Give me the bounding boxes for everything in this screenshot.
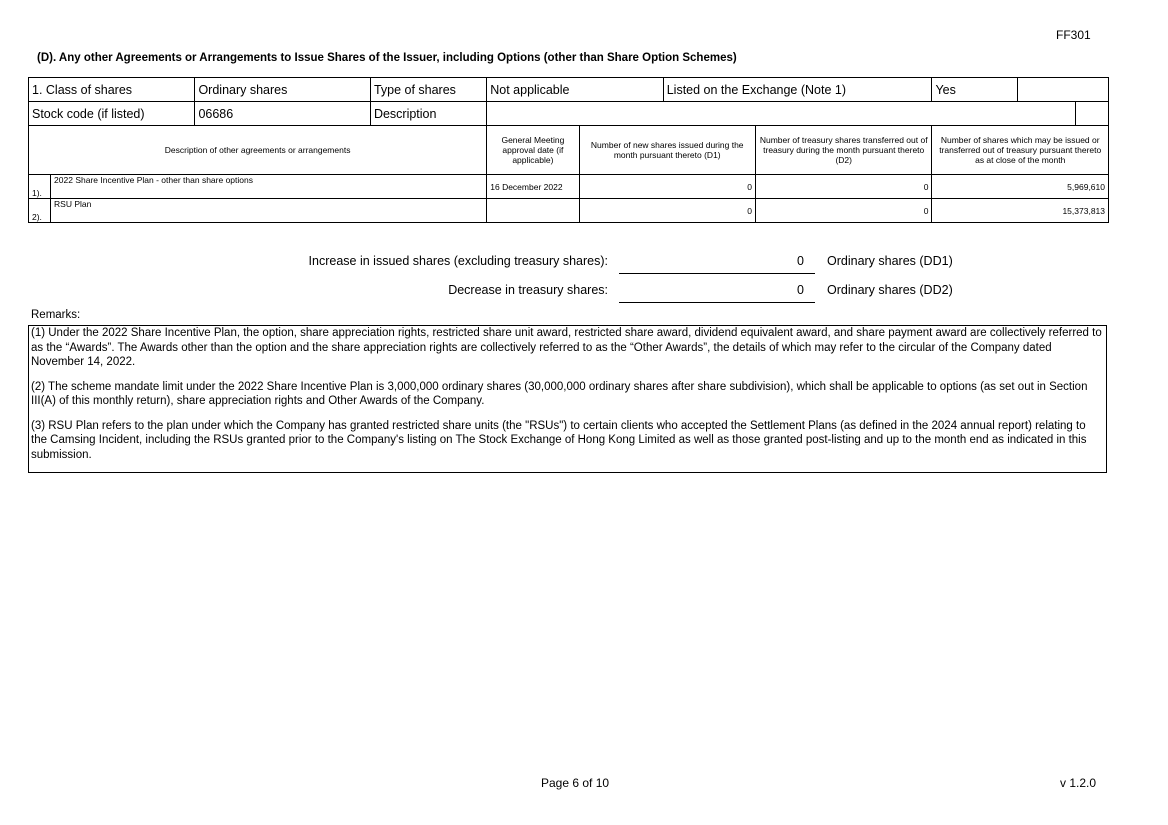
row-description: 2022 Share Incentive Plan - other than share options: [51, 175, 487, 199]
row-new-shares: 0: [579, 199, 755, 223]
remarks-label: Remarks:: [31, 309, 81, 321]
row-index: 1).: [29, 175, 51, 199]
remark-paragraph: (1) Under the 2022 Share Incentive Plan, the option, share appreciation rights, restricted share unit award, restricted share award, dividend equivalent award, and share payment award are collectively referred to as the “Awards”. The Awards other than the option and the share appreciation rights are collectively referred to as the “Other Awards”, the details of which may refer to the circular of the Company dated November 14, 2022.: [31, 327, 1102, 368]
row-new-shares: 0: [579, 175, 755, 199]
form-code: FF301: [1056, 28, 1091, 42]
remark-paragraph: (3) RSU Plan refers to the plan under which the Company has granted restricted share units (the "RSUs") to certain clients who accepted the Settlement Plans (as defined in the 2024 annual report) relating to the Camsing Incident, including the RSUs granted prior to the Company's listing on The Stock Exchange of Hong Kong Limited as well as those granted post-listing and up to the month end as indicated in this submission.: [31, 419, 1087, 461]
header-row: [29, 126, 1109, 175]
listed-value: Yes: [932, 78, 1017, 102]
type-value: Not applicable: [487, 78, 663, 102]
table-row: [29, 199, 1109, 223]
header-approval-date: General Meeting approval date (if applicable): [487, 126, 579, 175]
header-may-be-issued: Number of shares which may be issued or transferred out of treasury pursuant thereto as at close of the month: [932, 126, 1109, 175]
row-description: RSU Plan: [51, 199, 487, 223]
header-description: Description of other agreements or arrangements: [29, 126, 487, 175]
stock-code-label: Stock code (if listed): [29, 102, 195, 126]
header-new-shares: Number of new shares issued during the month pursuant thereto (D1): [579, 126, 755, 175]
type-label: Type of shares: [370, 78, 486, 102]
section-title: (D). Any other Agreements or Arrangements to Issue Shares of the Issuer, including Options (other than Share Option Schemes): [37, 52, 737, 64]
listed-label: Listed on the Exchange (Note 1): [663, 78, 932, 102]
increase-unit: Ordinary shares (DD1): [827, 254, 953, 268]
description-label: Description: [370, 102, 486, 126]
empty-cell: [1075, 102, 1108, 126]
class-row: [29, 78, 1109, 102]
decrease-unit: Ordinary shares (DD2): [827, 283, 953, 297]
row-may-issue: 5,969,610: [932, 175, 1109, 199]
decrease-value: 0: [797, 283, 804, 297]
class-value: Ordinary shares: [195, 78, 370, 102]
empty-cell: [1017, 78, 1108, 102]
increase-label: Increase in issued shares (excluding treasury shares):: [308, 254, 608, 268]
agreements-table: [28, 77, 1109, 223]
row-treasury: 0: [755, 199, 931, 223]
page-number: Page 6 of 10: [541, 776, 610, 790]
increase-value: 0: [797, 254, 804, 268]
header-treasury-transferred: Number of treasury shares transferred out of treasury during the month pursuant thereto (D2): [755, 126, 931, 175]
stock-code-row: [29, 102, 1109, 126]
row-may-issue: 15,373,813: [932, 199, 1109, 223]
row-index: 2).: [29, 199, 51, 223]
row-treasury: 0: [755, 175, 931, 199]
row-approval-date: 16 December 2022: [487, 175, 579, 199]
table-row: [29, 175, 1109, 199]
decrease-label: Decrease in treasury shares:: [448, 283, 608, 297]
row-approval-date: [487, 199, 579, 223]
version-label: v 1.2.0: [1060, 776, 1097, 790]
stock-code-value: 06686: [195, 102, 370, 126]
remark-paragraph: (2) The scheme mandate limit under the 2022 Share Incentive Plan is 3,000,000 ordinary shares (30,000,000 ordinary shares after share subdivision), which shall be applicable to options (as set out in Section III(A) of this monthly return), share appreciation rights and Other Awards of the Company.: [31, 380, 1088, 407]
class-label: 1. Class of shares: [29, 78, 195, 102]
remarks-box: [28, 325, 1107, 473]
description-value: [487, 102, 1076, 126]
